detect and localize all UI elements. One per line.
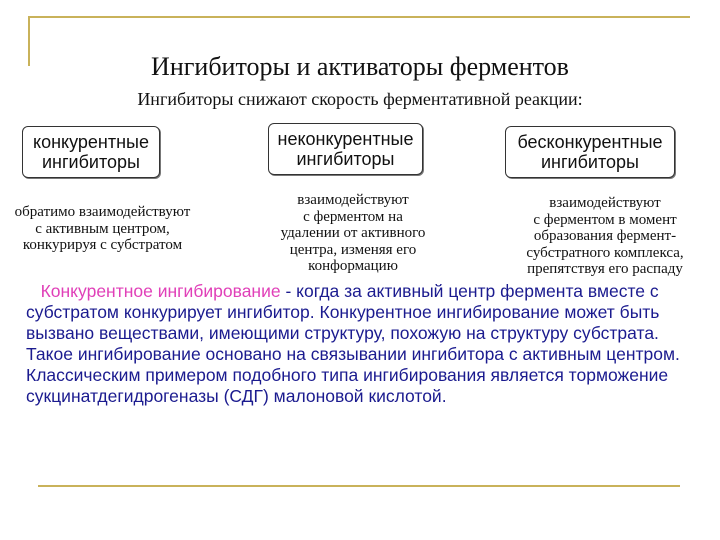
description-line: конкурируя с субстратом [22,237,183,253]
box-label-line: конкурентные [33,132,149,152]
description-line: центра, изменяя его [289,241,417,258]
noncompetitive-description [258,192,448,275]
description-line: субстратного комплекса, [526,244,684,261]
description-line: обратимо взаимодействуют [14,204,191,220]
slide-title: Ингибиторы и активаторы ферментов [151,52,569,81]
box-label-line: ингибиторы [42,152,140,172]
description-line: удалении от активного [280,225,426,241]
paragraph-line: Такое ингибирование основано на связывании ингибитора с активным центром. [26,344,680,364]
paragraph-line-rest: - когда за активный центр фермента вместе с [280,281,659,301]
description-line: с активным центром, [35,220,170,237]
box-label-line: бесконкурентные [517,132,663,152]
description-line: с ферментом в момент [533,211,677,228]
paragraph-line: субстратом конкурирует ингибитор. Конкурентное ингибирование может быть [26,302,660,322]
paragraph-line [26,281,698,302]
paragraph-line: Классическим примером подобного типа ингибирования является торможение [26,365,669,385]
description-line: с ферментом на [303,208,403,225]
competitive-description [0,204,205,254]
description-line: взаимодействуют [549,195,661,211]
slide-subtitle: Ингибиторы снижают скорость ферментативной реакции: [137,89,583,109]
uncompetitive-description [500,195,710,278]
explanation-paragraph [26,281,698,407]
noncompetitive-inhibitors-box [268,123,423,175]
box-label-line: неконкурентные [277,129,414,149]
description-line: препятствуя его распаду [527,261,683,277]
description-line: образования фермент- [533,228,677,244]
uncompetitive-inhibitors-box [505,126,675,178]
box-label-line: ингибиторы [296,149,395,169]
paragraph-line: сукцинатдегидрогеназы (СДГ) малоновой кислотой. [26,386,447,406]
description-line: конформацию [308,258,398,274]
frame-top-line [28,16,690,18]
description-line: взаимодействуют [297,192,409,208]
highlighted-term: Конкурентное ингибирование [40,281,281,301]
competitive-inhibitors-box [22,126,160,178]
frame-bottom-line [38,485,680,487]
paragraph-line: вызвано веществами, имеющими структуру, похожую на структуру субстрата. [26,323,659,343]
box-label-line: ингибиторы [541,152,639,172]
